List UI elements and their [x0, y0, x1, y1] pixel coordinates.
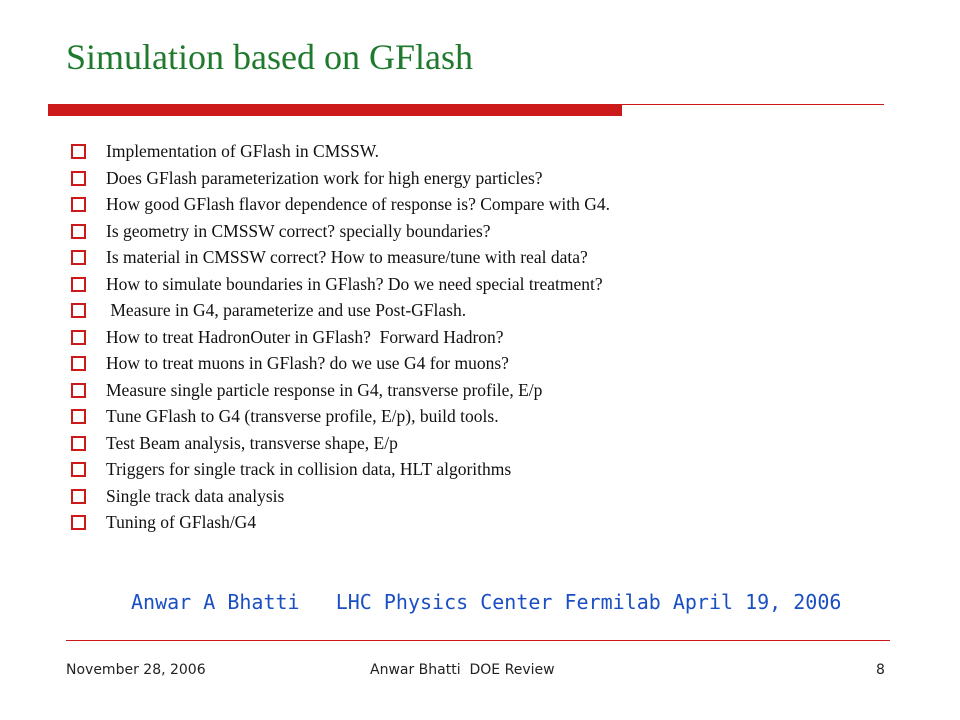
hollow-square-bullet-icon	[71, 330, 86, 345]
hollow-square-bullet-icon	[71, 197, 86, 212]
hollow-square-bullet-icon	[71, 356, 86, 371]
bullet-text: Single track data analysis	[106, 485, 285, 506]
title-rule-thin	[622, 104, 884, 105]
footer-rule	[66, 640, 890, 641]
bullet-text: Measure in G4, parameterize and use Post-GFlash.	[106, 300, 467, 320]
bullet-text: Implementation of GFlash in CMSSW.	[106, 141, 380, 161]
bullet-text: Triggers for single track in collision data, HLT algorithms	[106, 459, 512, 479]
page-number: 8	[876, 662, 885, 678]
hollow-square-bullet-icon	[71, 383, 86, 398]
hollow-square-bullet-icon	[71, 436, 86, 451]
bullet-text: Does GFlash parameterization work for high energy particles?	[106, 167, 543, 188]
bullet-text: Is material in CMSSW correct? How to measure/tune with real data?	[106, 247, 588, 267]
bullet-text: How good GFlash flavor dependence of response is? Compare with G4.	[106, 194, 610, 214]
hollow-square-bullet-icon	[71, 489, 86, 504]
hollow-square-bullet-icon	[71, 250, 86, 265]
hollow-square-bullet-icon	[71, 277, 86, 292]
bullet-text: Tune GFlash to G4 (transverse profile, E/p), build tools.	[106, 406, 499, 426]
footer-date: November 28, 2006	[66, 662, 206, 678]
hollow-square-bullet-icon	[71, 144, 86, 159]
hollow-square-bullet-icon	[71, 303, 86, 318]
author-byline: Anwar A Bhatti LHC Physics Center Fermilab April 19, 2006	[131, 590, 842, 614]
hollow-square-bullet-icon	[71, 515, 86, 530]
hollow-square-bullet-icon	[71, 171, 86, 186]
bullet-text: Test Beam analysis, transverse shape, E/p	[106, 432, 398, 453]
bullet-text: How to treat muons in GFlash? do we use G4 for muons?	[106, 353, 509, 373]
hollow-square-bullet-icon	[71, 224, 86, 239]
bullet-text: Tuning of GFlash/G4	[106, 512, 257, 532]
bullet-text: How to treat HadronOuter in GFlash? Forward Hadron?	[106, 326, 504, 347]
bullet-text: Is geometry in CMSSW correct? specially boundaries?	[106, 220, 491, 241]
footer-title: Anwar Bhatti DOE Review	[370, 662, 555, 678]
hollow-square-bullet-icon	[71, 462, 86, 477]
hollow-square-bullet-icon	[71, 409, 86, 424]
slide-title: Simulation based on GFlash	[66, 37, 473, 77]
bullet-text: Measure single particle response in G4, transverse profile, E/p	[106, 379, 543, 400]
title-rule-thick	[48, 104, 622, 116]
bullet-text: How to simulate boundaries in GFlash? Do we need special treatment?	[106, 273, 603, 294]
